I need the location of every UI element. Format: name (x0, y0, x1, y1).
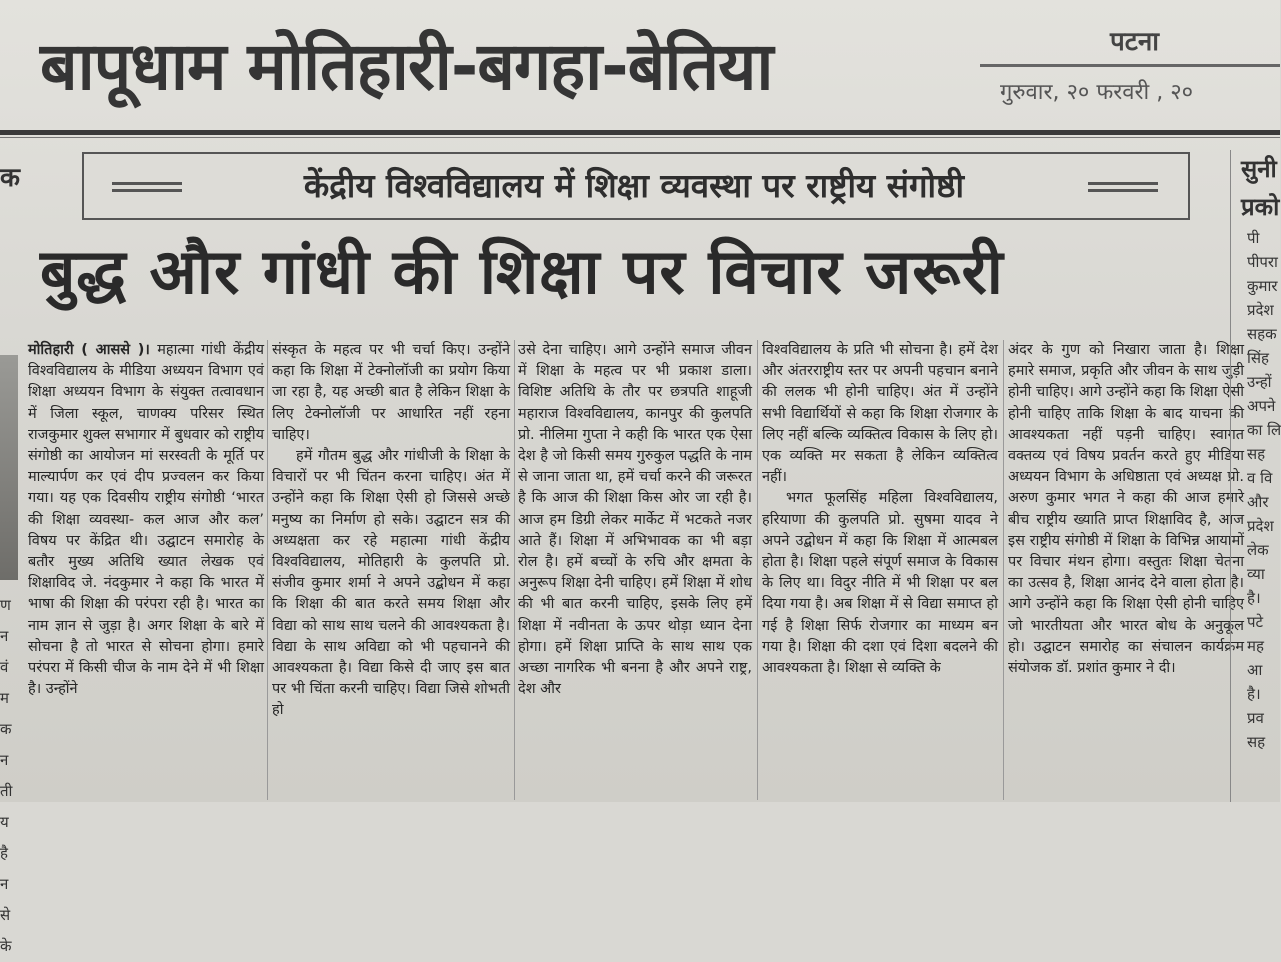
article-paragraph: विश्वविद्यालय के प्रति भी सोचना है। हमें देश और अंतरराष्ट्रीय स्तर पर अपनी पहचान बनाने की ललक भी होनी चाहिए। अंत में उन्होंने सभी विद्यार्थियों से कहा कि शिक्षा रोजगार के लिए नहीं बल्कि व्यक्तित्व विकास के लिए हो। एक व्यक्ति मर सकता है लेकिन व्यक्तित्व नहीं। (762, 342, 998, 486)
right-strip-line: पीपरा (1247, 253, 1278, 271)
right-strip-line: अपने (1247, 397, 1276, 415)
edition-date: गुरुवार, २० फरवरी , २० (1000, 80, 1194, 105)
right-strip-line: है। (1247, 589, 1261, 607)
left-strip-line: न (0, 751, 9, 769)
left-strip-photo (0, 355, 18, 580)
left-strip-heading: क (0, 163, 20, 193)
right-strip-line: उन्हों (1247, 373, 1272, 391)
left-strip-line: है (0, 844, 8, 862)
right-strip-line: सह (1247, 445, 1266, 463)
right-strip-line: पी (1247, 229, 1260, 247)
right-strip-line: व्या (1247, 565, 1265, 583)
article-paragraph: हमें गौतम बुद्ध और गांधीजी के शिक्षा के विचारों पर भी चिंतन करना चाहिए। अंत में उन्होंने कहा कि शिक्षा ऐसी हो जिससे अच्छे मनुष्य का निर्माण हो सके। उद्घाटन सत्र की अध्यक्षता कर रहे महात्मा गांधी केंद्रीय विश्वविद्यालय, मोतिहारी के कुलपति प्रो. संजीव कुमार शर्मा ने अपने उद्बोधन में कहा कि शिक्षा की बात करते समय शिक्षा और विद्या को साथ साथ चलने की आवश्यकता है। विद्या के साथ अविद्या को भी पहचानने की आवश्यकता है। विद्या किसे दी जाए इस बात पर भी चिंता करनी चाहिए। विद्या जिसे शोभती हो (272, 448, 510, 719)
edition-city: पटना (1110, 27, 1160, 57)
column-divider (757, 340, 758, 800)
left-strip-line: न (0, 627, 9, 645)
kicker-box (82, 152, 1190, 220)
right-strip-line: और (1247, 493, 1269, 511)
date-rule (980, 64, 1280, 67)
article-dateline: मोतिहारी ( आससे )। (28, 342, 150, 358)
left-strip-line: ती (0, 782, 13, 800)
right-adjacent-column (1230, 150, 1281, 802)
column-divider (267, 340, 268, 800)
left-strip-text (0, 590, 26, 962)
article-column-1 (28, 340, 264, 800)
right-strip-line: है। (1247, 685, 1261, 703)
article-paragraph: उसे देना चाहिए। आगे उन्होंने समाज जीवन में शिक्षा के महत्व पर भी प्रकाश डाला। विशिष्ट अतिथि के तौर पर छत्रपति शाहूजी महाराज विश्वविद्यालय, कानपुर की कुलपति प्रो. नीलिमा गुप्ता ने कही कि भारत एक ऐसा देश है जो किसी समय गुरुकुल पद्धति के नाम से जाना जाता था, हमें चर्चा करने की जरूरत है कि आज की शिक्षा किस ओर जा रही है। आज हम डिग्री लेकर मार्केट में भटकते नजर आते हैं। शिक्षा में अभिभावक का भी बड़ा रोल है। हमें बच्चों के रुचि और क्षमता के अनुरूप शिक्षा देनी चाहिए। हमें शिक्षा में शोध की भी बात करनी चाहिए, इसके लिए हमें शिक्षा में नवीनता के ऊपर थोड़ा ध्यान देना होगा। हमें शिक्षा प्राप्ति के साथ साथ एक अच्छा नागरिक भी बनना है और अपने राष्ट्र, देश और (518, 342, 752, 698)
left-strip-line: य (0, 813, 9, 831)
left-strip-line: न (0, 875, 9, 893)
left-strip-line: क (0, 720, 12, 738)
left-strip-line: के (0, 937, 12, 955)
right-strip-line: व वि (1247, 469, 1273, 487)
right-strip-line: मह (1247, 637, 1264, 655)
masthead-rule (0, 130, 1280, 135)
left-strip-line: ण (0, 596, 11, 614)
left-strip-line: से (0, 906, 11, 924)
kicker-heading: केंद्रीय विश्वविद्यालय में शिक्षा व्यवस्था पर राष्ट्रीय संगोष्ठी (303, 166, 965, 205)
article-paragraph: अंदर के गुण को निखारा जाता है। शिक्षा हमारे समाज, प्रकृति और जीवन के साथ जुड़ी होनी चाहिए। आगे उन्होंने कहा कि शिक्षा ऐसी होनी चाहिए ताकि शिक्षा के बाद याचना की आवश्यकता नहीं पड़नी चाहिए। स्वागत वक्तव्य एवं विषय प्रवर्तन करते हुए मीडिया अध्ययन विभाग के अधिष्ठाता एवं अध्यक्ष प्रो. अरुण कुमार भगत ने कहा की आज हमारे बीच राष्ट्रीय ख्याति प्राप्त शिक्षाविद है, आज इस राष्ट्रीय संगोष्ठी में शिक्षा के विभिन्न आयामों पर विचार मंथन होगा। वस्तुतः शिक्षा चेतना का उत्सव है, शिक्षा आनंद देने वाला होता है। आगे उन्होंने कहा कि शिक्षा ऐसी होनी चाहिए जो भारतीयता और भारत बोध के अनुकूल हो। उद्घाटन समारोह का संचालन कार्यक्रम संयोजक डॉ. प्रशांत कुमार ने दी। (1008, 342, 1244, 677)
column-divider (1003, 340, 1004, 800)
left-strip-line: वं (0, 658, 9, 676)
article-column-4 (762, 340, 998, 800)
right-strip-line: पटे (1247, 613, 1264, 631)
right-strip-line: सिंह (1247, 349, 1269, 367)
kicker-ornament-right (1088, 182, 1158, 192)
left-adjacent-column (0, 140, 26, 955)
masthead-title: बापूधाम मोतिहारी-बगहा-बेतिया (40, 28, 773, 105)
right-strip-heading: प्रको (1241, 193, 1280, 221)
right-strip-line: सह (1247, 733, 1266, 751)
kicker-ornament-left (112, 182, 182, 192)
article-paragraph: महात्मा गांधी केंद्रीय विश्वविद्यालय के मीडिया अध्ययन विभाग एवं शिक्षा अध्ययन विभाग के संयुक्त तत्वावधान में जिला स्कूल, चाणक्य परिसर स्थित राजकुमार शुक्ल सभागार में बुधवार को राष्ट्रीय संगोष्ठी का आयोजन मां सरस्वती के मूर्ति पर माल्यार्पण कर एवं दीप प्रज्वलन कर किया गया। यह एक दिवसीय राष्ट्रीय संगोष्ठी ‘भारत की शिक्षा व्यवस्था- कल आज और कल’ विषय पर केंद्रित थी। उद्घाटन समारोह के बतौर मुख्य अतिथि ख्यात लेखक एवं शिक्षाविद जे. नंदकुमार ने कहा कि भारत में भाषा की शिक्षा की परंपरा रही है। भारत का नाम ज्ञान से जुड़ा है। अगर शिक्षा के बारे में सोचना है तो भारत से सोचना होगा। हमारे परंपरा में किसी चीज के नाम देने में भी शिक्षा है। उन्होंने (28, 342, 265, 698)
right-strip-line: कुमार (1247, 277, 1278, 295)
article-column-2 (272, 340, 510, 800)
right-strip-line: प्रदेश (1247, 301, 1274, 319)
right-strip-line: प्रदेश (1247, 517, 1274, 535)
right-strip-line: सहक (1247, 325, 1277, 343)
right-strip-line: प्रव (1247, 709, 1264, 727)
right-strip-line: का लि (1247, 421, 1281, 439)
right-strip-heading: सुनी (1241, 155, 1277, 183)
right-strip-line: आ (1247, 661, 1263, 679)
article-headline: बुद्ध और गांधी की शिक्षा पर विचार जरूरी (40, 235, 1004, 308)
left-strip-line: म (0, 689, 9, 707)
article-paragraph: संस्कृत के महत्व पर भी चर्चा किए। उन्होंने कहा कि शिक्षा में टेक्नोलॉजी का प्रयोग किया जा रहा है, यह अच्छी बात है लेकिन शिक्षा के लिए टेक्नोलॉजी पर आधारित नहीं रहना चाहिए। (272, 342, 510, 443)
column-divider (514, 340, 515, 800)
article-column-3 (518, 340, 752, 800)
masthead-rule-thin (0, 137, 1280, 138)
article-paragraph: भगत फूलसिंह महिला विश्वविद्यालय, हरियाणा की कुलपति प्रो. सुषमा यादव ने अपने उद्बोधन में कहा कि शिक्षा में आत्मबल होता है। शिक्षा पहले संपूर्ण समाज के विकास के लिए था। विदुर नीति में भी शिक्षा पर बल दिया गया है। अब शिक्षा में से विद्या समाप्त हो गई है शिक्षा सिर्फ रोजगार का माध्यम बन गया है। शिक्षा की दशा एवं दिशा बदलने की आवश्यकता है। शिक्षा से व्यक्ति के (762, 490, 998, 677)
right-strip-line: लेक (1247, 541, 1269, 559)
article-column-5 (1008, 340, 1244, 800)
